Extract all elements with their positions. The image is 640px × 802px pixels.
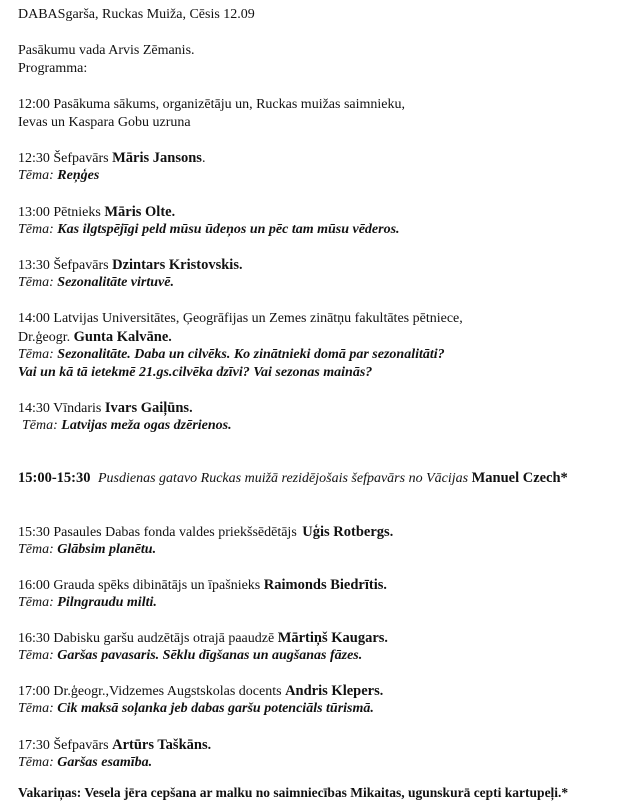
theme-line-1700	[18, 700, 374, 718]
item-time: 12:30	[18, 151, 50, 166]
theme-label: Tēma:	[18, 701, 54, 716]
theme-line-1630	[18, 647, 362, 665]
lunch-break-line	[18, 469, 568, 488]
theme-label: Tēma:	[18, 755, 54, 770]
item-role: Grauda spēks dibinātājs un īpašnieks	[53, 578, 261, 593]
theme-label: Tēma:	[22, 418, 58, 433]
theme-line-1400	[18, 346, 445, 364]
schedule-item-1400-cont: Dr.ģeogr. Gunta Kalvāne.	[18, 329, 172, 345]
speaker-name: Artūrs Taškāns	[112, 737, 208, 753]
theme-text: Glābsim planētu.	[57, 542, 157, 557]
speaker-name: Andris Klepers	[285, 683, 380, 699]
host-line: Pasākumu vada Arvis Zēmanis.	[18, 43, 195, 58]
theme-line-1400-cont	[18, 364, 372, 382]
speaker-name: Māris Jansons	[112, 150, 202, 166]
schedule-item-1200-cont	[18, 114, 191, 132]
schedule-item-1700: 17:00 Dr.ģeogr.,Vidzemes Augstskolas docents Andris Klepers.	[18, 683, 384, 699]
theme-line-1600	[18, 594, 157, 612]
item-text: Pasākuma sākums, organizētāju un, Ruckas muižas saimnieku,	[53, 97, 406, 112]
item-text: Ievas un Kaspara Gobu uzruna	[18, 115, 191, 130]
theme-line-1330	[18, 274, 174, 292]
theme-text: Sezonalitāte virtuvē.	[57, 275, 174, 290]
item-role: Pētnieks	[53, 205, 101, 220]
item-role: Pasaules	[53, 525, 102, 540]
item-role: Latvijas Universitātes, Ģeogrāfijas un Zemes zinātņu fakultātes pētniece,	[53, 311, 463, 326]
item-time: 17:30	[18, 738, 50, 753]
theme-label: Tēma:	[18, 168, 54, 183]
item-time: 14:00	[18, 311, 50, 326]
document-title: DABASgarša, Ruckas Muiža, Cēsis 12.09	[18, 7, 255, 22]
item-time: 13:00	[18, 205, 50, 220]
theme-line-1730	[18, 754, 152, 772]
theme-label: Tēma:	[18, 648, 54, 663]
speaker-name: Dzintars Kristovskis	[112, 257, 239, 273]
speaker-name: Raimonds Biedrītis	[263, 577, 384, 593]
item-time: 12:00	[18, 97, 50, 112]
theme-line-1230	[18, 167, 99, 185]
theme-line-1430	[22, 417, 232, 435]
theme-text: Garšas pavasaris. Sēklu dīgšanas un augšanas fāzes.	[57, 648, 363, 663]
item-role: Dr.ģeogr.,Vidzemes Augstskolas docents	[53, 684, 282, 699]
item-role: Vīndaris	[53, 401, 102, 416]
dinner-footer: Vakariņas: Vesela jēra cepšana ar malku no saimniecības Mikaitas, ugunskurā cepti kartupeļi.*	[18, 785, 569, 800]
theme-text: Sezonalitāte. Daba un cilvēks. Ko zinātnieki domā par sezonalitāti?	[57, 347, 445, 362]
item-role-org: Dabas fonda valdes priekšsēdētājs	[105, 525, 297, 540]
theme-label: Tēma:	[18, 222, 54, 237]
theme-text: Garšas esamība.	[57, 755, 153, 770]
schedule-item-1630: 16:30 Dabisku garšu audzētājs otrajā paaudzē Mārtiņš Kaugars.	[18, 630, 388, 646]
item-role-title: Dr.ģeogr.	[18, 330, 71, 345]
theme-text: Latvijas meža ogas dzērienos.	[61, 418, 232, 433]
theme-line-1300	[18, 221, 400, 239]
schedule-item-1600: 16:00 Grauda spēks dibinātājs un īpašnieks Raimonds Biedrītis.	[18, 577, 387, 593]
schedule-item-1330: 13:30 Šefpavārs Dzintars Kristovskis.	[18, 257, 243, 273]
chef-name: Manuel Czech*	[471, 470, 568, 486]
lunch-description: Pusdienas gatavo Ruckas muižā rezidējošais šefpavārs no Vācijas	[98, 471, 469, 486]
item-time: 15:30	[18, 525, 50, 540]
theme-text: Kas ilgtspējīgi peld mūsu ūdeņos un pēc tam mūsu vēderos.	[57, 222, 400, 237]
theme-text: Reņģes	[57, 168, 100, 183]
theme-label: Tēma:	[18, 595, 54, 610]
theme-text: Pilngraudu milti.	[57, 595, 157, 610]
schedule-item-1730: 17:30 Šefpavārs Artūrs Taškāns.	[18, 737, 212, 753]
theme-label: Tēma:	[18, 347, 54, 362]
programme-label: Programma:	[18, 61, 88, 76]
schedule-item-1400	[18, 310, 463, 328]
theme-label: Tēma:	[18, 275, 54, 290]
theme-text: Vai un kā tā ietekmē 21.gs.cilvēka dzīvi? Vai sezonas mainās?	[18, 365, 373, 380]
speaker-name: Uģis Rotbergs	[302, 524, 390, 540]
item-role: Šefpavārs	[53, 151, 109, 166]
schedule-item-1430: 14:30 Vīndaris Ivars Gaiļūns.	[18, 400, 193, 416]
item-role: Šefpavārs	[53, 258, 109, 273]
speaker-name: Gunta Kalvāne	[73, 329, 169, 345]
item-time: 13:30	[18, 258, 50, 273]
speaker-name: Mārtiņš Kaugars	[277, 630, 385, 646]
item-role: Dabisku garšu audzētājs otrajā paaudzē	[53, 631, 275, 646]
speaker-name: Māris Olte	[104, 204, 172, 220]
theme-label: Tēma:	[18, 542, 54, 557]
theme-line-1530	[18, 541, 156, 559]
schedule-item-1530: 15:30 Pasaules Dabas fonda valdes priekšsēdētājs Uģis Rotbergs.	[18, 524, 394, 540]
item-time: 14:30	[18, 401, 50, 416]
schedule-item-1230: 12:30 Šefpavārs Māris Jansons.	[18, 150, 206, 166]
speaker-name: Ivars Gaiļūns	[104, 400, 190, 416]
item-role: Šefpavārs	[53, 738, 109, 753]
item-time: 17:00	[18, 684, 50, 699]
schedule-item-1300: 13:00 Pētnieks Māris Olte.	[18, 204, 176, 220]
theme-text: Cik maksā soļanka jeb dabas garšu potenciāls tūrismā.	[57, 701, 374, 716]
item-time: 16:00	[18, 578, 50, 593]
lunch-time: 15:00-15:30	[18, 470, 91, 486]
schedule-item-1200	[18, 96, 405, 114]
item-time: 16:30	[18, 631, 50, 646]
